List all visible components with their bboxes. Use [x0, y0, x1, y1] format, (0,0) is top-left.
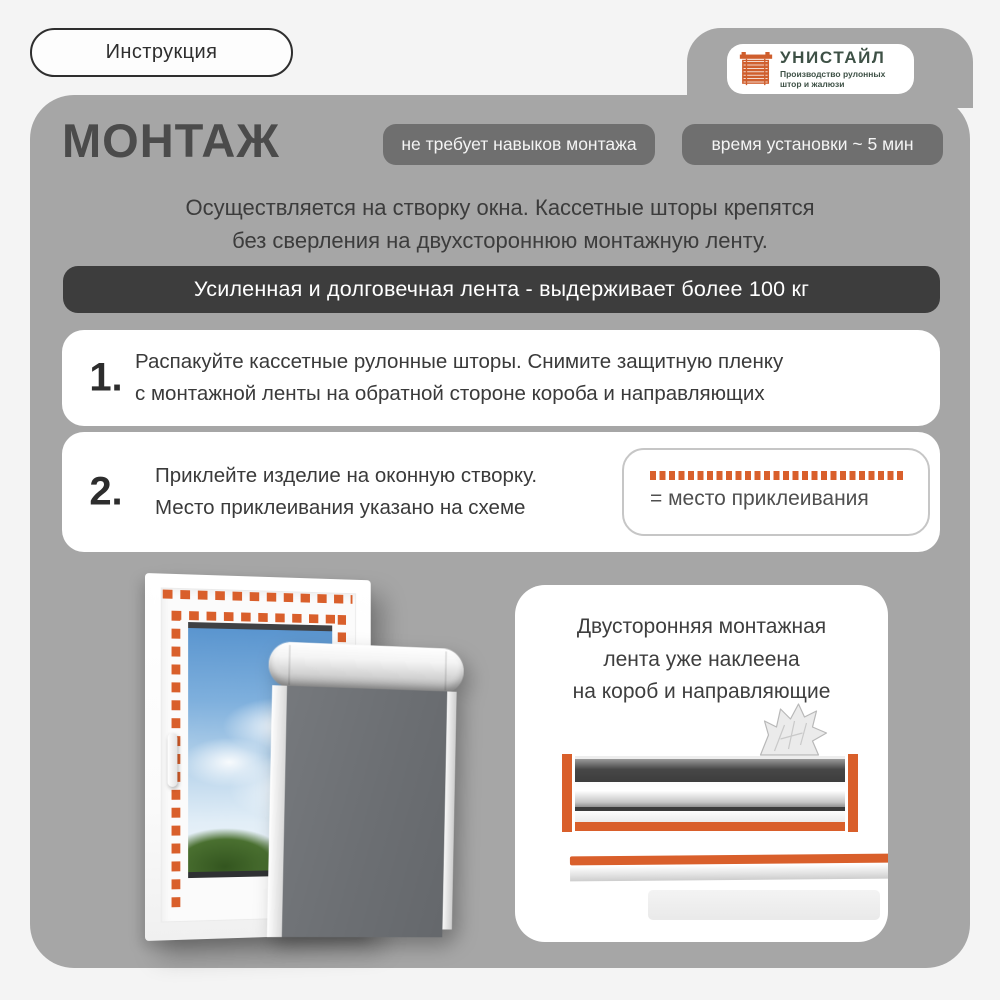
cassette-opening	[575, 756, 845, 782]
cassette-with-tape-illustration	[560, 752, 860, 834]
tape-strip-left	[560, 752, 574, 834]
tape-note-card	[515, 585, 888, 942]
step-card-2	[62, 432, 940, 552]
step-2-number: 2.	[89, 469, 123, 514]
protective-film-strip	[648, 890, 880, 920]
tape-strip-right	[846, 752, 860, 834]
guide-rail-with-tape	[570, 854, 888, 883]
intro-line-1: Осуществляется на створку окна. Кассетные шторы крепятся	[185, 195, 815, 220]
blinds-icon	[739, 51, 773, 87]
note-text	[515, 611, 888, 709]
step-2-line-2: Место приклеивания указано на схеме	[155, 496, 526, 519]
roller-blind-illustration	[263, 641, 464, 945]
instruction-badge: Инструкция	[30, 28, 293, 77]
step-1-number: 1.	[89, 355, 123, 400]
peeled-film-icon	[753, 701, 831, 756]
glue-place-label: = место приклеивания	[650, 487, 869, 510]
step-1-line-2: с монтажной ленты на обратной стороне короба и направляющих	[135, 382, 765, 405]
brand-subtitle: Производство рулонных штор и жалюзи	[780, 68, 886, 89]
brand-name: УНИСТАЙЛ	[780, 47, 886, 67]
step-2-line-1: Приклейте изделие на оконную створку.	[155, 464, 538, 488]
note-line-1: Двусторонняя монтажная	[576, 615, 827, 638]
cassette-roller-tube	[575, 782, 845, 807]
intro-line-2: без сверления на двухстороннюю монтажную ленту.	[232, 228, 768, 253]
blind-fabric	[282, 686, 447, 938]
brand-logo-text	[780, 49, 892, 89]
badge-install-time: время установки ~ 5 мин	[682, 124, 943, 165]
tape-strength-banner: Усиленная и долговечная лента - выдерживает более 100 кг	[63, 266, 940, 313]
glue-place-legend	[622, 448, 930, 536]
note-line-3: на короб и направляющие	[572, 680, 831, 704]
brand-logo	[727, 44, 914, 94]
note-line-2: лента уже наклеена	[603, 647, 800, 671]
intro-paragraph	[30, 191, 970, 257]
window-handle	[168, 733, 178, 787]
step-1-text	[135, 346, 783, 410]
rail-body	[570, 864, 888, 882]
badge-no-skills: не требует навыков монтажа	[383, 124, 655, 165]
cassette-lower-band	[575, 811, 845, 822]
orange-dashed-line-icon	[650, 471, 904, 480]
cassette-body	[575, 756, 845, 830]
page-title: МОНТАЖ	[62, 114, 280, 167]
step-card-1	[62, 330, 940, 426]
step-2-text	[155, 460, 537, 524]
step-1-line-1: Распакуйте кассетные рулонные шторы. Снимите защитную пленку	[135, 350, 784, 374]
tape-strip-bottom	[575, 822, 845, 831]
